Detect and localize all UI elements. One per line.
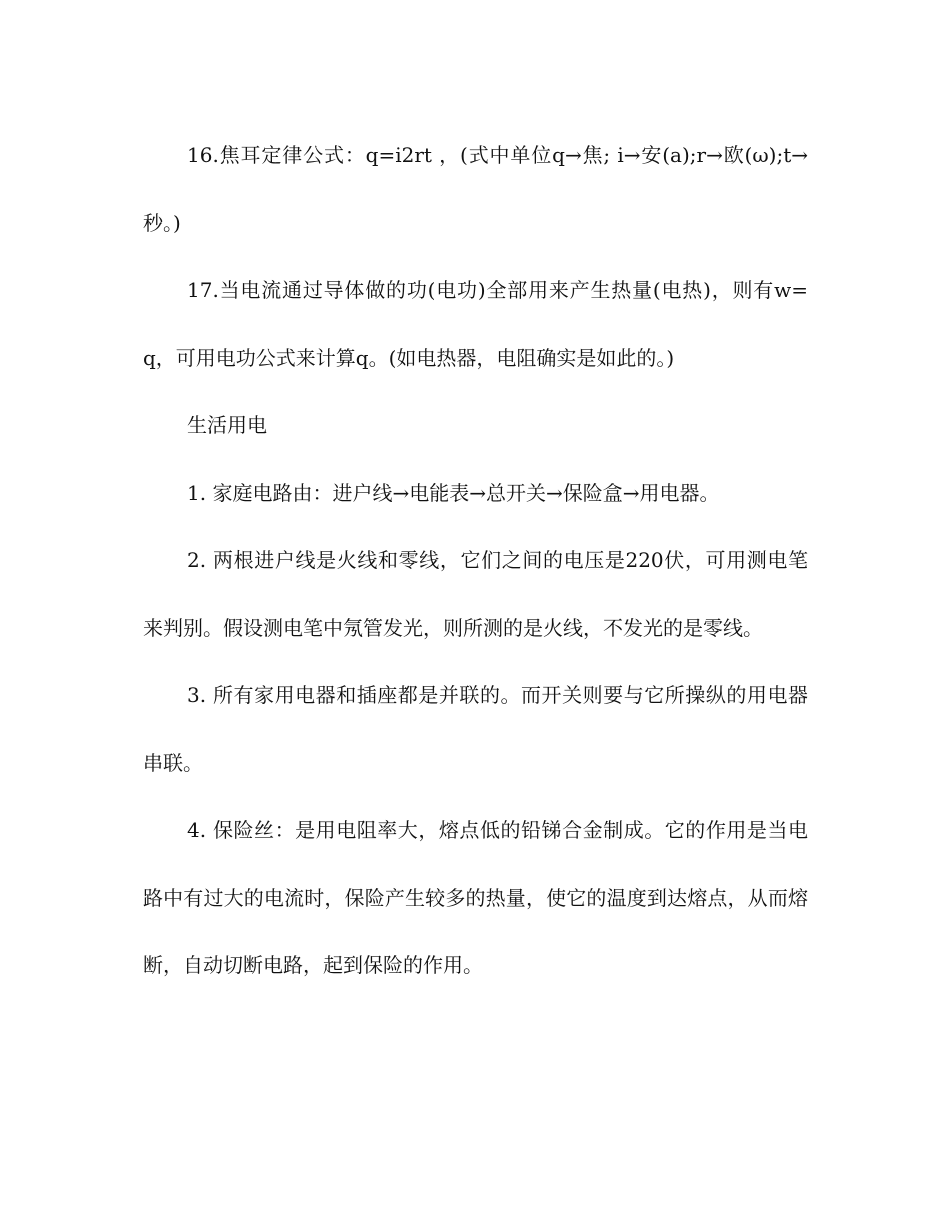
document-body [143, 122, 808, 1000]
paragraph-joule-law: 16.焦耳定律公式：q=i2rt ，(式中单位q→焦; i→安(a);r→欧(ω);t→秒。) [143, 143, 808, 235]
paragraph-fuse: 4. 保险丝：是用电阻率大，熔点低的铅锑合金制成。它的作用是当电路中有过大的电流时，保险产生较多的热量，使它的温度到达熔点，从而熔断，自动切断电路，起到保险的作用。 [143, 818, 808, 977]
paragraph-electric-work-heat: 17.当电流通过导体做的功(电功)全部用来产生热量(电热)，则有w=q，可用电功公式来计算q。(如电热器，电阻确实是如此的。) [143, 278, 808, 370]
paragraph-live-neutral-wires: 2. 两根进户线是火线和零线，它们之间的电压是220伏，可用测电笔来判别。假设测电笔中氖管发光，则所测的是火线，不发光的是零线。 [143, 548, 808, 640]
paragraph-home-circuit: 1. 家庭电路由：进户线→电能表→总开关→保险盒→用电器。 [187, 480, 720, 505]
paragraph-parallel-appliances: 3. 所有家用电器和插座都是并联的。而开关则要与它所操纵的用电器串联。 [143, 683, 808, 775]
section-heading-household-electricity: 生活用电 [187, 413, 267, 437]
